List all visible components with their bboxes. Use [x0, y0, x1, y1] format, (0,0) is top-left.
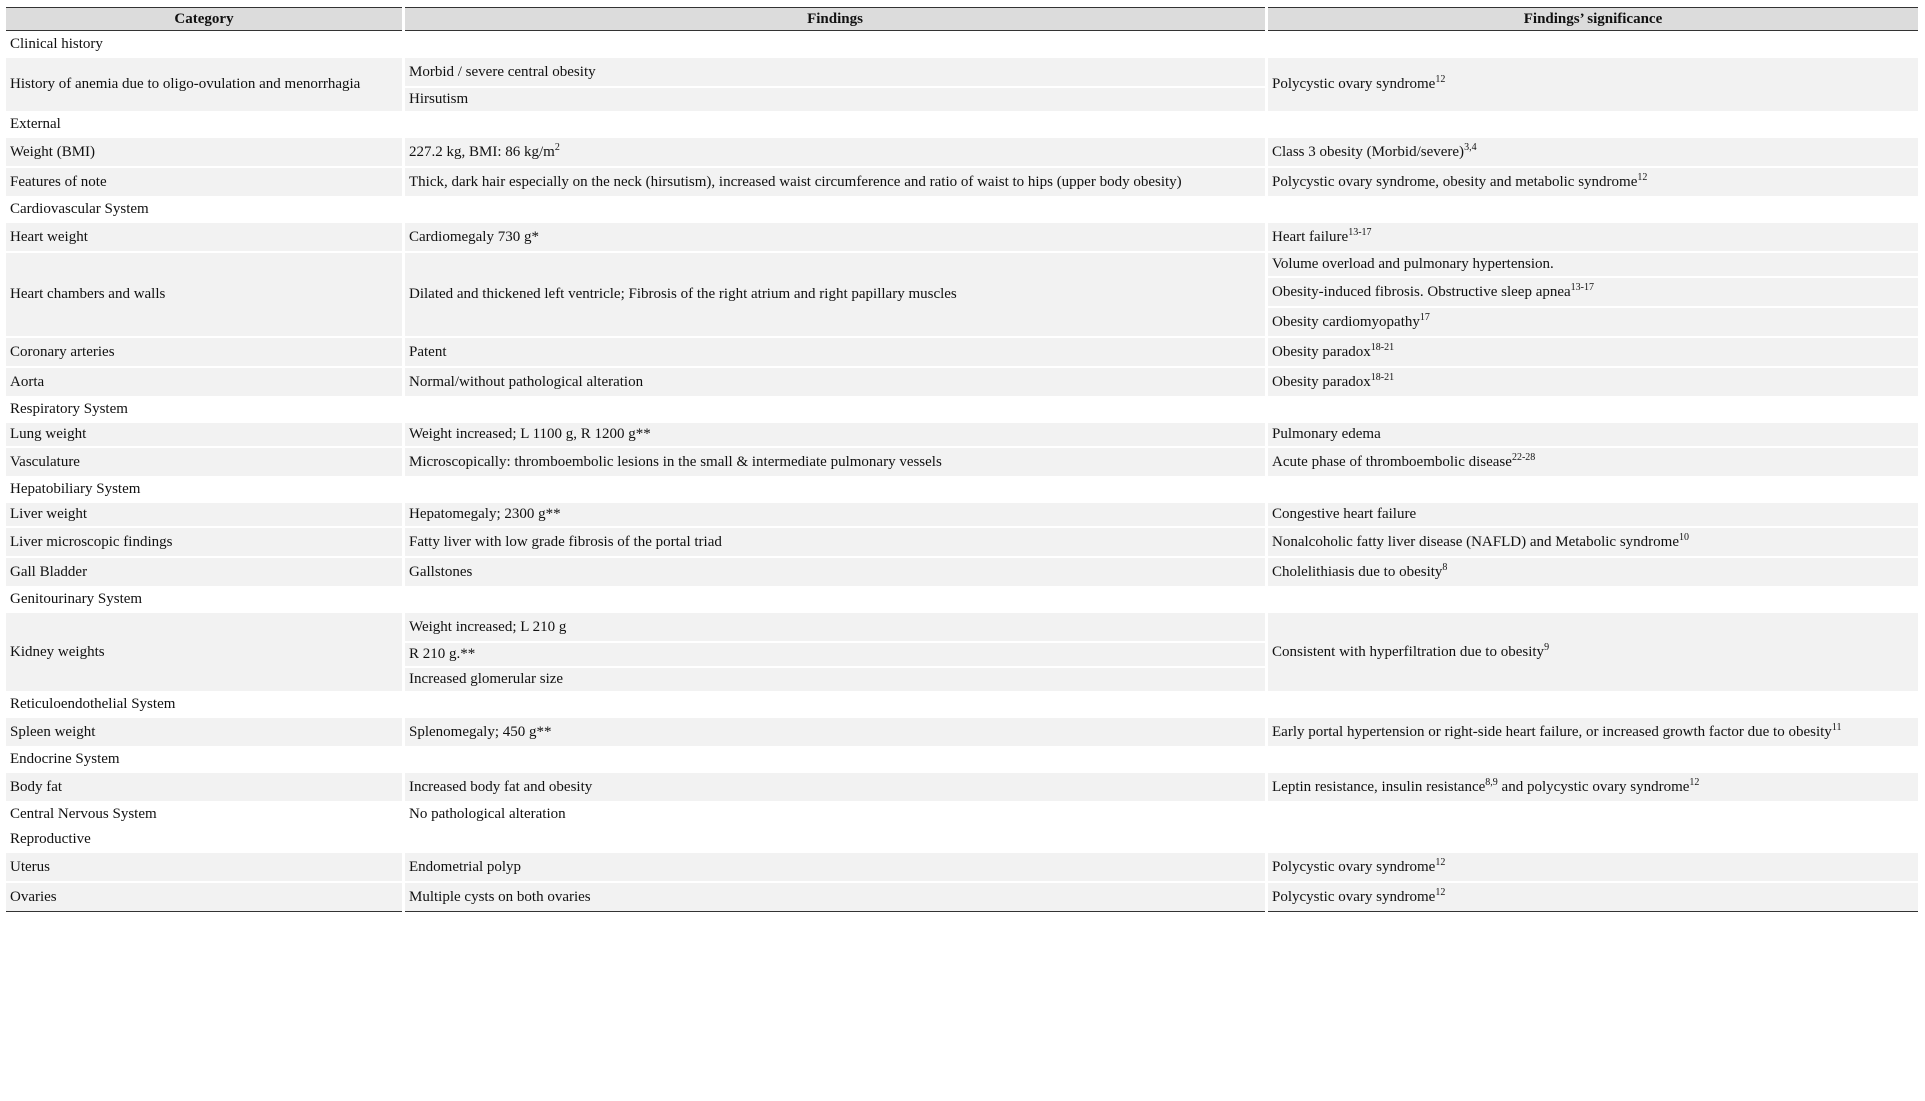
section-row [6, 693, 1918, 716]
reference-superscript: 2 [554, 141, 560, 153]
table-row [6, 718, 1918, 746]
reference-superscript: 18-21 [1370, 371, 1395, 383]
reference-superscript: 22-28 [1511, 451, 1536, 463]
cell-text: Microscopically: thromboembolic lesions in the small & intermediate pulmonary vessels [409, 453, 942, 470]
significance-cell [1268, 448, 1918, 476]
empty-cell [405, 33, 1265, 56]
reference-superscript: 12 [1435, 856, 1446, 868]
significance-cell [1268, 773, 1918, 801]
cell-text: R 210 g.** [409, 646, 476, 662]
cell-text: Polycystic ovary syndrome [1272, 76, 1436, 92]
category-cell: Liver weight [6, 503, 402, 526]
empty-cell [405, 113, 1265, 136]
cell-text: Weight increased; L 210 g [409, 618, 567, 635]
cell-text: Polycystic ovary syndrome [1272, 888, 1436, 905]
significance-cell [1268, 883, 1918, 912]
empty-cell [405, 198, 1265, 221]
table-row [6, 338, 1918, 366]
significance-cell [1268, 803, 1918, 826]
findings-cell [405, 338, 1265, 366]
empty-cell [405, 693, 1265, 716]
category-cell: Kidney weights [6, 613, 402, 691]
category-cell: Coronary arteries [6, 338, 402, 366]
findings-cell [405, 803, 1265, 826]
cell-text: Hirsutism [409, 91, 469, 107]
section-row [6, 398, 1918, 421]
significance-cell [1268, 718, 1918, 746]
significance-cell [1268, 138, 1918, 166]
cell-text: and polycystic ovary syndrome [1497, 778, 1690, 795]
significance-cell [1268, 558, 1918, 586]
cell-text: Splenomegaly; 450 g** [409, 723, 552, 740]
reference-superscript: 8 [1442, 561, 1448, 573]
empty-cell [1268, 748, 1918, 771]
findings-cell [405, 138, 1265, 166]
category-cell: Heart chambers and walls [6, 253, 402, 336]
reference-superscript: 10 [1678, 531, 1689, 543]
cell-text: Cholelithiasis due to obesity [1272, 563, 1443, 580]
table-row [6, 528, 1918, 556]
cell-text: Thick, dark hair especially on the neck (hirsutism), increased waist circumference and ratio of waist to hips (upper body obesity) [409, 173, 1182, 190]
table-row [6, 558, 1918, 586]
findings-cell [405, 368, 1265, 396]
empty-cell [1268, 198, 1918, 221]
section-label: External [6, 113, 402, 136]
significance-cell [1268, 503, 1918, 526]
reference-superscript: 12 [1689, 776, 1700, 788]
empty-cell [1268, 588, 1918, 611]
empty-cell [1268, 693, 1918, 716]
table-row [6, 423, 1918, 446]
reference-superscript: 18-21 [1370, 341, 1395, 353]
category-cell: Heart weight [6, 223, 402, 251]
cell-text: Early portal hypertension or right-side heart failure, or increased growth factor due to obesity [1272, 723, 1832, 740]
section-label: Genitourinary System [6, 588, 402, 611]
section-row [6, 588, 1918, 611]
findings-cell [405, 503, 1265, 526]
cell-text: Endometrial polyp [409, 858, 522, 875]
cell-text: Dilated and thickened left ventricle; Fibrosis of the right atrium and right papillary muscles [409, 286, 957, 302]
table-row [6, 853, 1918, 881]
empty-cell [1268, 113, 1918, 136]
significance-cell [1268, 278, 1918, 306]
cell-text: Obesity paradox [1272, 343, 1371, 360]
findings-cell [405, 253, 1265, 336]
findings-cell [405, 423, 1265, 446]
significance-cell [1268, 308, 1918, 336]
cell-text: Gallstones [409, 563, 473, 580]
cell-text: Obesity-induced fibrosis. Obstructive sleep apnea [1272, 283, 1571, 300]
section-row [6, 198, 1918, 221]
cell-text: Class 3 obesity (Morbid/severe) [1272, 143, 1465, 160]
table-row [6, 883, 1918, 912]
findings-cell [405, 58, 1265, 86]
section-label: Cardiovascular System [6, 198, 402, 221]
table-row [6, 223, 1918, 251]
reference-superscript: 12 [1435, 886, 1446, 898]
findings-cell [405, 223, 1265, 251]
table-row [6, 368, 1918, 396]
findings-cell [405, 853, 1265, 881]
table-row [6, 503, 1918, 526]
cell-text: Heart failure [1272, 228, 1349, 245]
section-row [6, 478, 1918, 501]
findings-cell [405, 558, 1265, 586]
cell-text: Patent [409, 343, 447, 360]
significance-cell [1268, 368, 1918, 396]
significance-cell [1268, 168, 1918, 196]
section-row [6, 113, 1918, 136]
reference-superscript: 8,9 [1485, 776, 1498, 788]
empty-cell [405, 828, 1265, 851]
cell-text: Fatty liver with low grade fibrosis of the portal triad [409, 533, 722, 550]
findings-cell [405, 883, 1265, 912]
findings-cell [405, 613, 1265, 641]
category-cell: Ovaries [6, 883, 402, 912]
findings-cell [405, 448, 1265, 476]
cell-text: Congestive heart failure [1272, 506, 1417, 522]
cell-text: Normal/without pathological alteration [409, 373, 644, 390]
cell-text: Polycystic ovary syndrome [1272, 858, 1436, 875]
empty-cell [1268, 398, 1918, 421]
reference-superscript: 12 [1435, 74, 1446, 85]
table-body [6, 33, 1918, 912]
significance-cell [1268, 338, 1918, 366]
empty-cell [1268, 828, 1918, 851]
table-row [6, 168, 1918, 196]
table-row [6, 138, 1918, 166]
findings-cell [405, 528, 1265, 556]
reference-superscript: 13-17 [1348, 226, 1372, 238]
category-cell: Spleen weight [6, 718, 402, 746]
category-cell: History of anemia due to oligo-ovulation and menorrhagia [6, 58, 402, 111]
cell-text: Increased glomerular size [409, 671, 564, 687]
cell-text: Leptin resistance, insulin resistance [1272, 778, 1486, 795]
category-cell: Vasculature [6, 448, 402, 476]
table-row [6, 253, 1918, 276]
cell-text: 227.2 kg, BMI: 86 kg/m [409, 143, 555, 160]
significance-cell [1268, 613, 1918, 691]
section-label: Clinical history [6, 33, 402, 56]
empty-cell [405, 748, 1265, 771]
empty-cell [1268, 33, 1918, 56]
category-cell: Weight (BMI) [6, 138, 402, 166]
table-row [6, 803, 1918, 826]
category-cell: Aorta [6, 368, 402, 396]
section-row [6, 748, 1918, 771]
reference-superscript: 9 [1544, 641, 1550, 653]
header-row [6, 7, 1918, 31]
table-row [6, 773, 1918, 801]
reference-superscript: 17 [1419, 311, 1430, 323]
cell-text: Increased body fat and obesity [409, 778, 593, 795]
reference-superscript: 12 [1637, 171, 1648, 183]
empty-cell [405, 398, 1265, 421]
category-cell: Gall Bladder [6, 558, 402, 586]
cell-text: Hepatomegaly; 2300 g** [409, 506, 561, 522]
table-row [6, 448, 1918, 476]
reference-superscript: 3,4 [1464, 141, 1477, 153]
findings-cell [405, 643, 1265, 666]
section-label: Hepatobiliary System [6, 478, 402, 501]
cell-text: No pathological alteration [409, 806, 566, 822]
empty-cell [1268, 478, 1918, 501]
cell-text: Pulmonary edema [1272, 426, 1381, 442]
findings-table [3, 5, 1921, 914]
findings-cell [405, 88, 1265, 111]
reference-superscript: 13-17 [1570, 281, 1595, 293]
header-findings: Findings [405, 7, 1265, 31]
section-row [6, 828, 1918, 851]
table-row [6, 613, 1918, 641]
empty-cell [405, 588, 1265, 611]
cell-text: Weight increased; L 1100 g, R 1200 g** [409, 426, 651, 442]
cell-text: Acute phase of thromboembolic disease [1272, 453, 1512, 470]
cell-text: Multiple cysts on both ovaries [409, 888, 591, 905]
empty-cell [405, 478, 1265, 501]
category-cell: Lung weight [6, 423, 402, 446]
cell-text: Morbid / severe central obesity [409, 63, 596, 80]
cell-text: Obesity paradox [1272, 373, 1371, 390]
reference-superscript: 11 [1831, 721, 1842, 733]
section-label: Reproductive [6, 828, 402, 851]
significance-cell [1268, 253, 1918, 276]
findings-cell [405, 718, 1265, 746]
cell-text: Polycystic ovary syndrome, obesity and metabolic syndrome [1272, 173, 1638, 190]
section-label: Respiratory System [6, 398, 402, 421]
category-cell: Features of note [6, 168, 402, 196]
section-label: Endocrine System [6, 748, 402, 771]
section-label: Reticuloendothelial System [6, 693, 402, 716]
cell-text: Volume overload and pulmonary hypertension. [1272, 256, 1554, 272]
significance-cell [1268, 528, 1918, 556]
category-cell: Central Nervous System [6, 803, 402, 826]
significance-cell [1268, 223, 1918, 251]
findings-cell [405, 773, 1265, 801]
category-cell: Liver microscopic findings [6, 528, 402, 556]
findings-cell [405, 668, 1265, 691]
cell-text: Consistent with hyperfiltration due to obesity [1272, 643, 1545, 660]
cell-text: Cardiomegaly 730 g* [409, 228, 539, 245]
significance-cell [1268, 58, 1918, 111]
cell-text: Obesity cardiomyopathy [1272, 313, 1420, 330]
significance-cell [1268, 853, 1918, 881]
category-cell: Uterus [6, 853, 402, 881]
table-row [6, 58, 1918, 86]
cell-text: Nonalcoholic fatty liver disease (NAFLD) and Metabolic syndrome [1272, 533, 1679, 550]
category-cell: Body fat [6, 773, 402, 801]
findings-cell [405, 168, 1265, 196]
header-category: Category [6, 7, 402, 31]
significance-cell [1268, 423, 1918, 446]
header-significance: Findings’ significance [1268, 7, 1918, 31]
section-row [6, 33, 1918, 56]
